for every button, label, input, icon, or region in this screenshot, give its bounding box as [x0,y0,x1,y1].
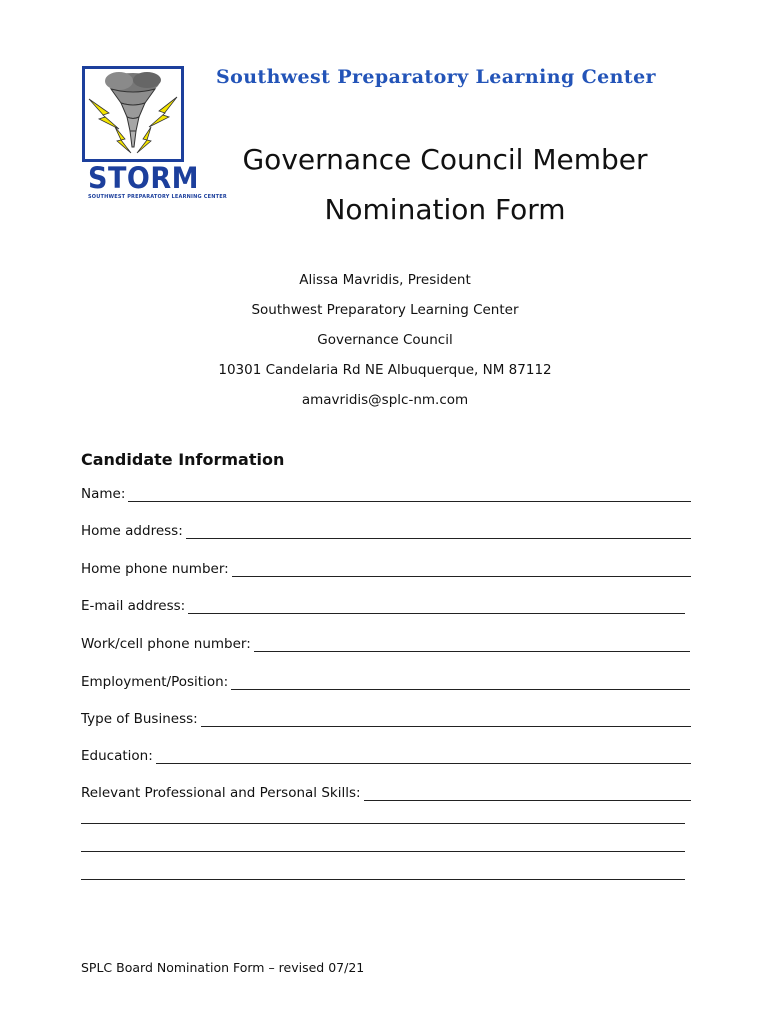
logo-subtitle: SOUTHWEST PREPARATORY LEARNING CENTER [88,194,227,200]
work-cell-phone-field [81,632,690,652]
skills-field [81,781,691,801]
email-field [81,594,685,614]
field-label: Home address: [81,523,183,539]
skills-continuation-line[interactable] [81,851,685,852]
education-field [81,744,691,764]
form-title-line-1: Governance Council Member [242,143,648,176]
field-label: Education: [81,748,153,764]
field-label: Relevant Professional and Personal Skills: [81,785,361,801]
employment-position-input-line[interactable] [231,675,690,690]
logo-wordmark: STORM [88,161,199,196]
form-title-line-2: Nomination Form [324,193,566,226]
contact-email[interactable]: amavridis@splc-nm.com [301,392,469,408]
name-input-line[interactable] [128,487,691,502]
work-cell-phone-input-line[interactable] [254,637,690,652]
employment-position-field [81,670,690,690]
field-label: E-mail address: [81,598,186,614]
contact-address: 10301 Candelaria Rd NE Albuquerque, NM 87112 [218,362,552,378]
field-label: Employment/Position: [81,674,229,690]
skills-input-line[interactable] [364,786,691,801]
section-heading: Candidate Information [81,450,285,469]
contact-name: Alissa Mavridis, President [299,272,471,288]
contact-council: Governance Council [317,332,453,348]
form-footer: SPLC Board Nomination Form – revised 07/21 [81,960,365,975]
education-input-line[interactable] [156,749,691,764]
contact-organization: Southwest Preparatory Learning Center [251,302,519,318]
field-label: Work/cell phone number: [81,636,251,652]
home-address-field [81,519,691,539]
email-input-line[interactable] [188,599,685,614]
field-label: Home phone number: [81,561,229,577]
storm-logo [82,66,227,204]
home-address-input-line[interactable] [186,524,691,539]
type-of-business-field [81,707,691,727]
home-phone-field [81,557,691,577]
name-field [81,482,691,502]
field-label: Type of Business: [81,711,198,727]
type-of-business-input-line[interactable] [201,712,691,727]
skills-continuation-line[interactable] [81,879,685,880]
skills-continuation-line[interactable] [81,823,685,824]
home-phone-input-line[interactable] [232,562,691,577]
school-name-header: Southwest Preparatory Learning Center [216,66,656,88]
field-label: Name: [81,486,126,502]
